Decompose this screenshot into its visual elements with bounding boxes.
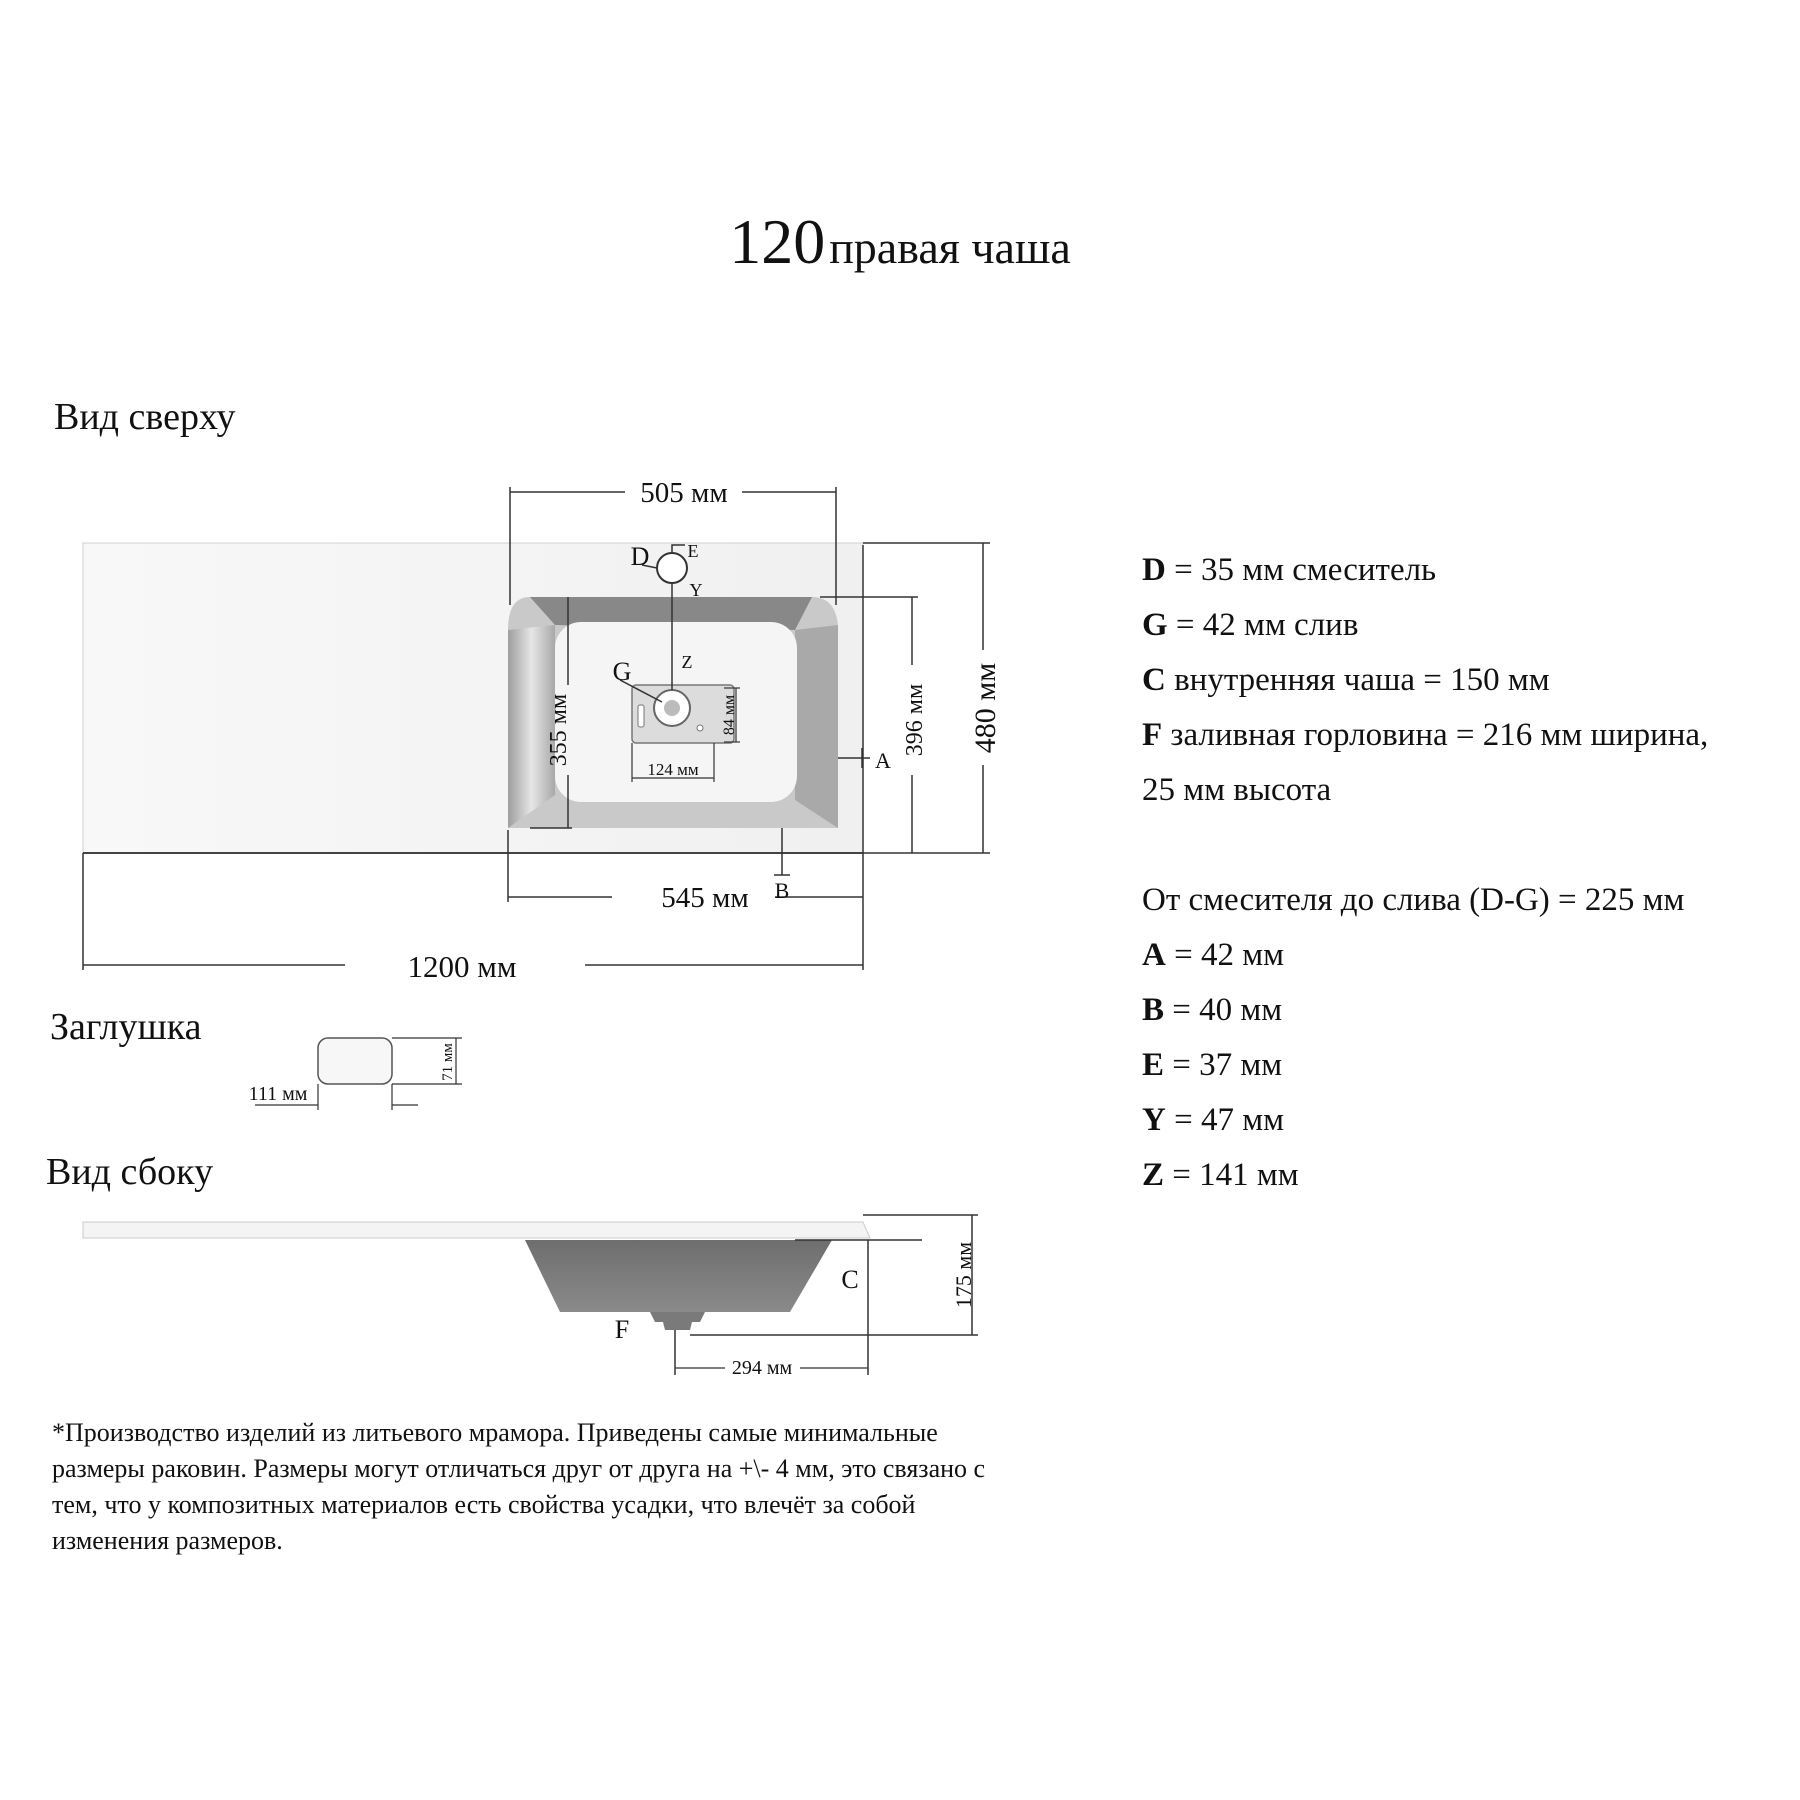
footnote: *Производство изделий из литьевого мрамора. Приведены самые минимальные размеры раковин. Размеры могут отличаться друг от друга на +\- 4 мм, это связано с тем, что у композитных материалов есть свойства усадки, что влечёт за собой изменения размеров. bbox=[52, 1418, 986, 1555]
spec-e: E = 37 мм bbox=[1142, 1047, 1283, 1083]
label-f: F bbox=[614, 1315, 630, 1344]
side-slab bbox=[83, 1222, 870, 1238]
dim-355-label: 355 мм bbox=[546, 693, 572, 767]
spec-g: G = 42 мм слив bbox=[1142, 607, 1359, 643]
faucet-hole-icon bbox=[657, 553, 687, 583]
dim-124-label: 124 мм bbox=[647, 760, 699, 779]
dim-84-label: 84 мм bbox=[721, 694, 738, 736]
label-d: D bbox=[630, 542, 650, 571]
label-z: Z bbox=[681, 652, 693, 672]
dim-111-label: 111 мм bbox=[248, 1083, 308, 1105]
spec-f: F заливная горловина = 216 мм ширина, bbox=[1142, 717, 1709, 753]
dim-505-label: 505 мм bbox=[640, 477, 728, 509]
plug-drawing bbox=[249, 1038, 462, 1110]
label-c: C bbox=[841, 1265, 859, 1294]
side-drain bbox=[650, 1312, 705, 1330]
spec-c: C внутренняя чаша = 150 мм bbox=[1142, 662, 1550, 698]
dim-396-label: 396 мм bbox=[902, 683, 928, 757]
dim-294-label: 294 мм bbox=[731, 1357, 793, 1379]
spec-y: Y = 47 мм bbox=[1142, 1102, 1284, 1138]
spec-z: Z = 141 мм bbox=[1142, 1157, 1299, 1193]
side-bowl bbox=[525, 1240, 832, 1312]
title-text: правая чаша bbox=[829, 222, 1071, 273]
dim-71-label: 71 мм bbox=[440, 1043, 456, 1081]
dim-1200-label: 1200 мм bbox=[407, 949, 517, 984]
spec-b: B = 40 мм bbox=[1142, 992, 1283, 1028]
spec-d-g: От смесителя до слива (D-G) = 225 мм bbox=[1142, 882, 1685, 918]
dim-545-label: 545 мм bbox=[661, 882, 749, 914]
side-view-heading: Вид сбоку bbox=[46, 1151, 214, 1193]
label-g: G bbox=[612, 657, 632, 686]
spec-f-height: 25 мм высота bbox=[1142, 772, 1332, 808]
top-view-heading: Вид сверху bbox=[54, 396, 236, 438]
side-view-drawing bbox=[83, 1215, 978, 1379]
spec-d: D = 35 мм смеситель bbox=[1142, 552, 1437, 588]
title-number: 120 bbox=[729, 206, 826, 277]
label-a: A bbox=[875, 748, 891, 773]
label-y: Y bbox=[689, 580, 703, 600]
spec-a: A = 42 мм bbox=[1142, 937, 1284, 973]
label-b: B bbox=[774, 878, 790, 903]
plug-shape bbox=[318, 1038, 392, 1084]
top-view-drawing bbox=[83, 477, 1002, 984]
dim-480-label: 480 мм bbox=[969, 662, 1002, 754]
plug-heading: Заглушка bbox=[50, 1006, 202, 1048]
label-e: E bbox=[687, 541, 699, 561]
dim-175-label: 175 мм bbox=[951, 1241, 976, 1309]
